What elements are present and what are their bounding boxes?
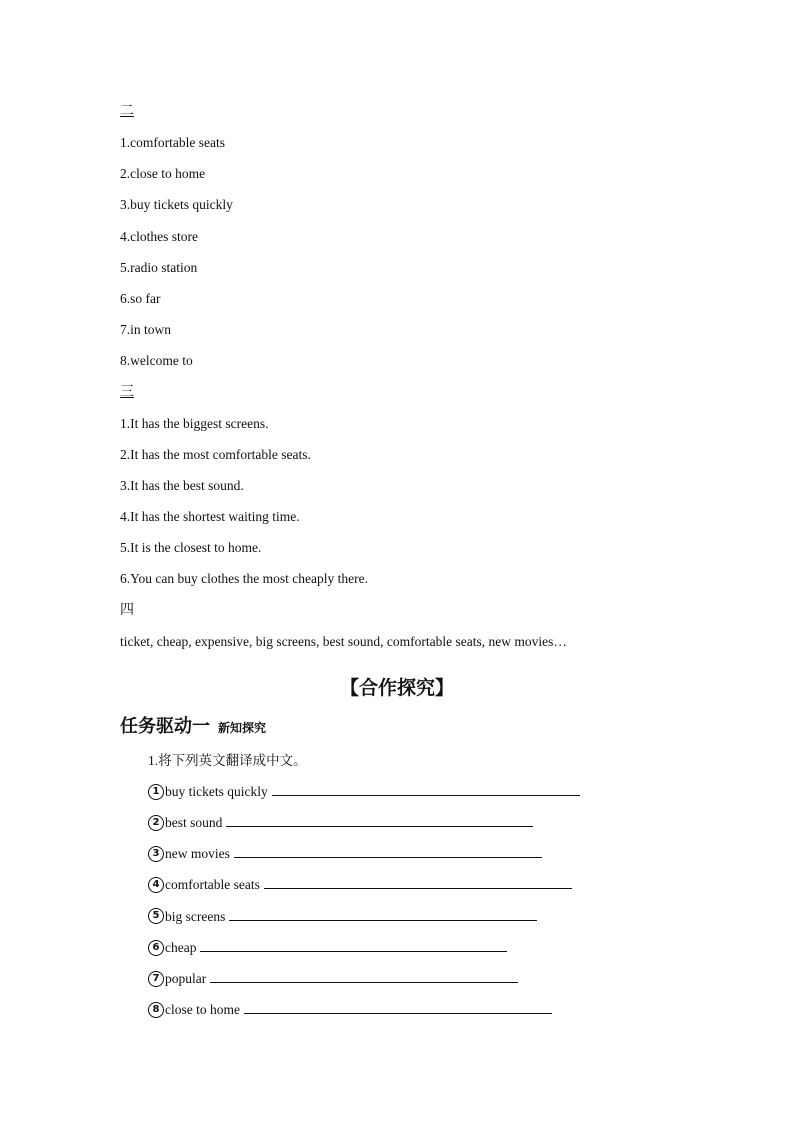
- task-heading: [120, 709, 680, 745]
- fill-blank-row: [120, 838, 680, 869]
- answer-blank[interactable]: [244, 1013, 552, 1014]
- list-item: 8.welcome to: [120, 353, 193, 369]
- answer-blank[interactable]: [229, 920, 537, 921]
- answer-blank[interactable]: [210, 982, 518, 983]
- circled-number: 1: [148, 784, 164, 800]
- fill-blank-prompt: best sound: [165, 815, 223, 830]
- fill-blank-prompt: cheap: [165, 939, 197, 955]
- answer-blank[interactable]: [226, 826, 533, 827]
- fill-blank-prompt: big screens: [165, 908, 226, 924]
- task-title: 任务驱动一: [120, 715, 210, 737]
- list-item: 2.close to home: [120, 166, 206, 182]
- list-item: 7.in town: [120, 322, 172, 338]
- answer-blank[interactable]: [200, 951, 507, 952]
- list-item: 5.It is the closest to home.: [120, 540, 262, 556]
- section-4-heading: [120, 599, 680, 630]
- list-item: 1.It has the biggest screens.: [120, 415, 269, 431]
- fill-blank-row: [120, 901, 680, 932]
- fill-blank-prompt: popular: [165, 970, 207, 986]
- circled-number: 2: [148, 815, 164, 831]
- answer-blank[interactable]: [234, 857, 542, 858]
- circled-number: 5: [148, 908, 164, 924]
- fill-blank-prompt: buy tickets quickly: [165, 783, 268, 799]
- fill-blank-prompt: comfortable seats: [165, 877, 260, 893]
- list-item: 2.It has the most comfortable seats.: [120, 446, 311, 462]
- list-item: 6.so far: [120, 290, 161, 306]
- list-item: 4.clothes store: [120, 228, 198, 244]
- exercise-instruction: 1.将下列英文翻译成中文。: [148, 752, 307, 768]
- fill-blank-row: [120, 807, 680, 838]
- section-2-heading-text: 二: [120, 104, 134, 119]
- list-item: 4.It has the shortest waiting time.: [120, 509, 300, 525]
- vocabulary-line: ticket, cheap, expensive, big screens, best sound, comfortable seats, new movies…: [120, 633, 567, 649]
- section-4-heading-text: 四: [120, 602, 134, 618]
- circled-number: 8: [148, 1002, 164, 1018]
- task-subtitle: 新知探究: [218, 720, 267, 735]
- circled-number: 7: [148, 971, 164, 987]
- fill-blank-row: [120, 963, 680, 994]
- list-item: 3.buy tickets quickly: [120, 197, 233, 213]
- circled-number: 4: [148, 877, 164, 893]
- fill-blank-row: [120, 932, 680, 963]
- section-3-heading: [120, 381, 680, 412]
- section-2-heading: [120, 100, 680, 131]
- fill-blank-row: [120, 776, 680, 807]
- fill-blank-row: [120, 869, 680, 900]
- answer-blank[interactable]: [264, 888, 572, 889]
- list-item: 1.comfortable seats: [120, 135, 225, 150]
- circled-number: 3: [148, 846, 164, 862]
- section-3-heading-text: 三: [120, 384, 134, 400]
- list-item: 5.radio station: [120, 259, 198, 275]
- list-item: 6.You can buy clothes the most cheaply there.: [120, 571, 368, 587]
- fill-blank-prompt: new movies: [165, 846, 230, 862]
- coop-title: 【合作探究】: [339, 676, 454, 699]
- list-item: 3.It has the best sound.: [120, 477, 244, 493]
- fill-blank-row: [120, 994, 680, 1025]
- document-content: [120, 100, 680, 1025]
- fill-blank-prompt: close to home: [165, 1002, 240, 1018]
- circled-number: 6: [148, 940, 164, 956]
- answer-blank[interactable]: [272, 795, 580, 796]
